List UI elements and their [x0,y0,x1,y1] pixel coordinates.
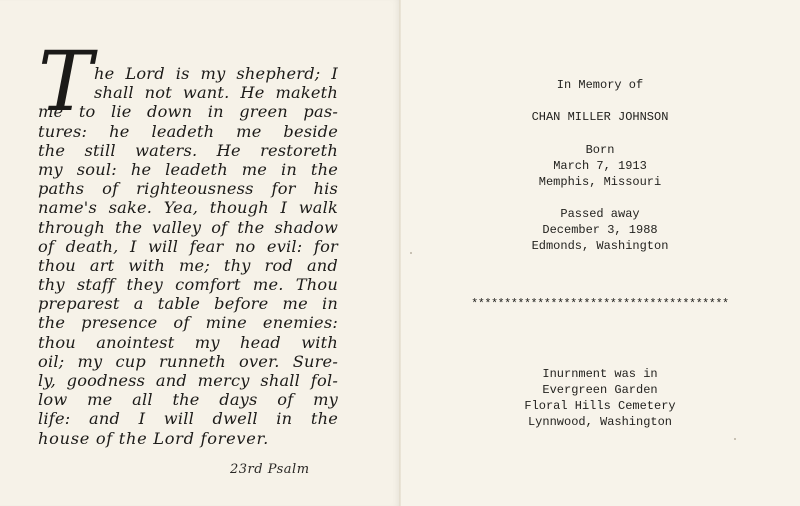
psalm-line: life: and I will dwell in the [38,409,338,429]
psalm-line: through the valley of the shadow [38,217,338,237]
psalm-line: oil; my cup runneth over. Sure- [38,351,338,371]
psalm-line: ly, goodness and mercy shall fol- [38,371,338,390]
psalm-lines [38,64,338,448]
born-place: Memphis, Missouri [538,175,662,189]
inurnment-line: Evergreen Garden [542,383,658,397]
psalm-line: of death, I will fear no evil: for [38,236,338,256]
memory-heading: In Memory of [556,78,644,92]
psalm-line: my soul: he leadeth me in the [38,159,338,179]
drop-cap: T [38,35,93,130]
born-date: March 7, 1913 [553,159,647,173]
psalm-line: the presence of mine enemies: [38,313,338,333]
paper-speck [410,252,412,254]
psalm-line: thou art with me; thy rod and [38,255,338,275]
psalm-line: tures: he leadeth me beside [38,121,338,141]
passed-label: Passed away [560,207,640,221]
inurnment-block [440,366,760,430]
psalm-line: paths of righteousness for his [38,179,338,199]
passed-place: Edmonds, Washington [531,239,669,253]
asterisk-divider: *************************************** [471,298,729,311]
inurnment-line: Inurnment was in [542,367,658,381]
psalm-line: thy staff they comfort me. Thou [38,275,338,295]
psalm-line: shall not want. He maketh [94,83,338,103]
psalm-line: house of the Lord forever. [38,428,269,448]
psalm-line: thou anointest my head with [38,332,338,352]
born-block [440,142,760,190]
psalm-line: preparest a table before me in [38,294,338,314]
psalm-line: the still waters. He restoreth [38,140,338,160]
passed-date: December 3, 1988 [542,223,658,237]
deceased-name: CHAN MILLER JOHNSON [531,110,669,124]
psalm-line: low me all the days of my [38,390,338,410]
passed-block [440,206,760,254]
inurnment-line: Lynnwood, Washington [527,415,673,429]
psalm-line: name's sake. Yea, though I walk [38,198,338,218]
psalm-attribution: 23rd Psalm [230,462,310,477]
psalm-line: me to lie down in green pas- [38,102,338,122]
born-label: Born [585,143,615,157]
paper-speck [734,438,736,440]
inurnment-line: Floral Hills Cemetery [524,399,676,413]
psalm-line: he Lord is my shepherd; I [94,64,338,83]
